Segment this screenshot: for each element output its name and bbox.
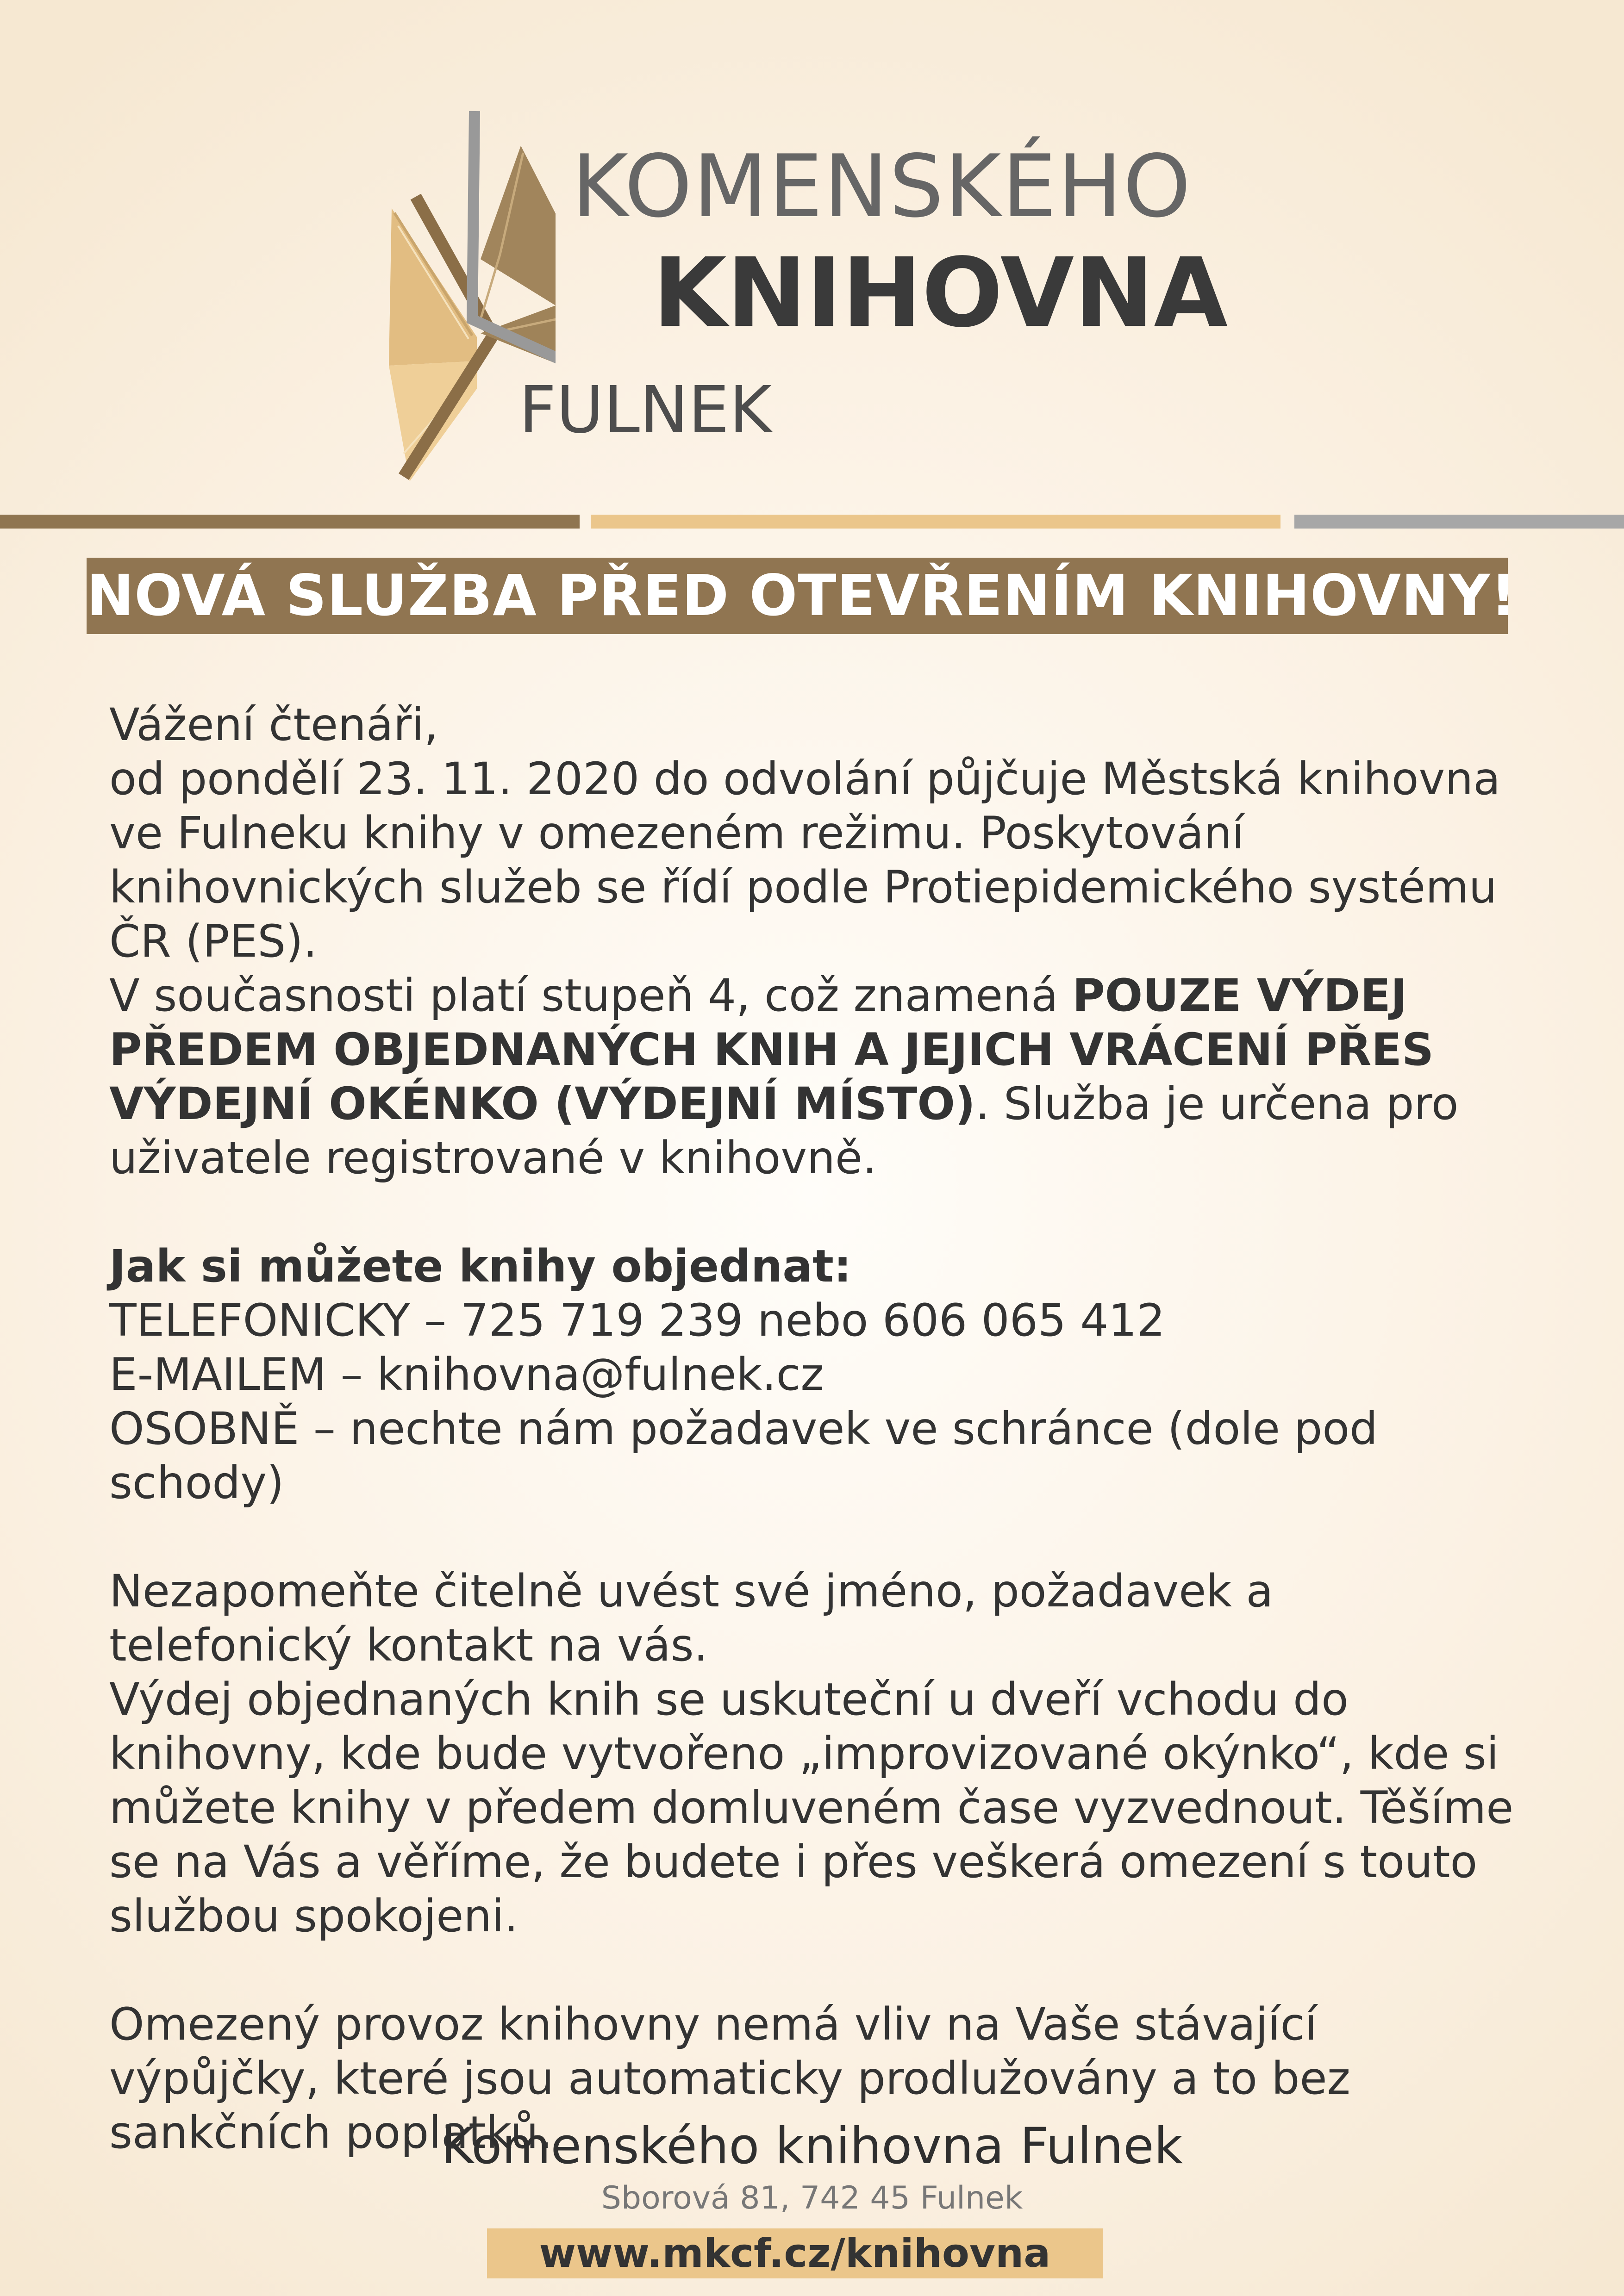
logo-text-komenskeho: KOMENSKÉHO bbox=[572, 136, 1192, 236]
footer-address: Sborová 81, 742 45 Fulnek bbox=[601, 2180, 1023, 2216]
footer-library-name: Komenského knihovna Fulnek bbox=[441, 2117, 1183, 2175]
paragraph-pickup: Výdej objednaných knih se uskuteční u dveří vchodu do knihovny, kde bude vytvořeno „improvizované okýnko“, kde si můžete knihy v předem domluveném čase vyzvednout. Těšíme se na Vás a věříme, že budete i přes veškerá omezení s touto službou spokojeni. bbox=[109, 1674, 1514, 1942]
level-text: V současnosti platí stupeň 4, což znamená bbox=[109, 970, 1073, 1021]
logo-text-fulnek: FULNEK bbox=[519, 373, 772, 448]
paragraph-reminder: Nezapomeňte čitelně uvést své jméno, požadavek a telefonický kontakt na vás. bbox=[109, 1565, 1274, 1671]
paragraph-level bbox=[109, 969, 1517, 1185]
divider-grey bbox=[1294, 515, 1624, 529]
greeting: Vážení čtenáři, bbox=[109, 699, 438, 751]
order-phone: TELEFONICKY – 725 719 239 nebo 606 065 412 bbox=[109, 1294, 1165, 1346]
paragraph-intro: od pondělí 23. 11. 2020 do odvolání půjčuje Městská knihovna ve Fulneku knihy v omezeném režimu. Poskytování knihovnických služeb se řídí podle Protiepidemického systému ČR (PES). bbox=[109, 753, 1501, 967]
paragraph-loans: Omezený provoz knihovny nemá vliv na Vaše stávající výpůjčky, které jsou automaticky prodlužovány a to bez sankčních poplatků. bbox=[109, 1998, 1350, 2159]
order-person: OSOBNĚ – nechte nám požadavek ve schránce (dole pod schody) bbox=[109, 1403, 1378, 1509]
level-bold-text: POUZE VÝDEJ PŘEDEM OBJEDNANÝCH KNIH A JEJICH VRÁCENÍ PŘES VÝDEJNÍ OKÉNKO (VÝDEJNÍ MÍSTO) bbox=[109, 970, 1434, 1130]
library-logo bbox=[361, 102, 1228, 500]
letter-body bbox=[109, 698, 1517, 2160]
headline-banner: NOVÁ SLUŽBA PŘED OTEVŘENÍM KNIHOVNY! bbox=[87, 558, 1508, 634]
footer-website-link[interactable]: www.mkcf.cz/knihovna bbox=[487, 2228, 1103, 2278]
order-heading: Jak si můžete knihy objednat: bbox=[109, 1240, 852, 1292]
divider-brown bbox=[0, 515, 580, 529]
logo-text-knihovna: KNIHOVNA bbox=[653, 237, 1228, 348]
order-email: E-MAILEM – knihovna@fulnek.cz bbox=[109, 1349, 824, 1400]
divider-gold bbox=[591, 515, 1280, 529]
level-suffix-text: . Služba je určena pro uživatele registrované v knihovně. bbox=[109, 1078, 1459, 1184]
